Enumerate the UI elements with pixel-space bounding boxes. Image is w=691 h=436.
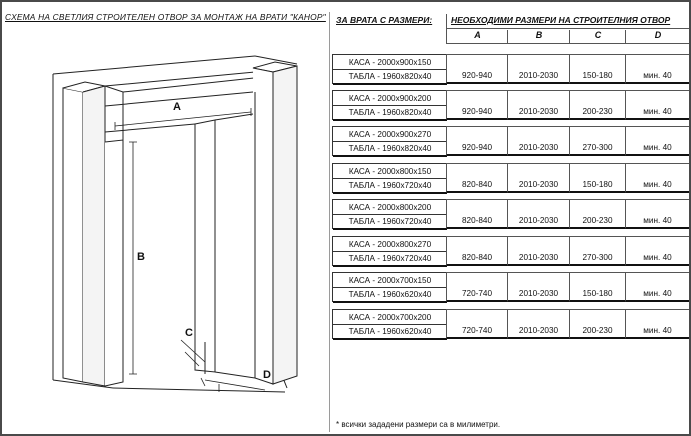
door-opening-diagram (5, 12, 329, 432)
footnote: * всички зададени размери са в милиметри. (336, 420, 501, 429)
cell-value-a: 820-840 (461, 180, 493, 189)
cell-value-c: 270-300 (582, 143, 613, 152)
table-row (332, 272, 689, 302)
cell-value-d: мин. 40 (643, 289, 672, 298)
cell-d (625, 163, 689, 193)
cell-value-d: мин. 40 (643, 107, 672, 116)
cell-c (569, 236, 625, 266)
frame-size: КАСА - 2000х800х150 (333, 164, 447, 179)
cell-value-c: 270-300 (582, 253, 613, 262)
table-row (332, 199, 689, 229)
cell-value-c: 200-230 (582, 216, 613, 225)
dimension-a-label: A (173, 101, 181, 113)
door-size-header: ЗА ВРАТА С РАЗМЕРИ: (336, 15, 433, 25)
cell-value-b: 2010-2030 (518, 180, 559, 189)
cell-value-b: 2010-2030 (518, 143, 559, 152)
cell-value-c: 200-230 (582, 326, 613, 335)
door-spec (332, 163, 446, 193)
cell-c (569, 126, 625, 156)
door-spec (332, 309, 446, 339)
frame-size: КАСА - 2000х700х200 (333, 310, 447, 325)
document-frame (2, 2, 689, 434)
table-row (332, 163, 689, 193)
panel-size: ТАБЛА - 1960х820х40 (333, 70, 447, 85)
header-line-bottom (446, 43, 689, 44)
opening-size-header: НЕОБХОДИМИ РАЗМЕРИ НА СТРОИТЕЛНИЯ ОТВОР (451, 15, 671, 25)
table-row (332, 236, 689, 266)
frame-size: КАСА - 2000х700х150 (333, 273, 447, 288)
cell-a (446, 199, 507, 229)
cell-value-c: 150-180 (582, 289, 613, 298)
table-row (332, 126, 689, 156)
cell-c (569, 90, 625, 120)
cell-value-a: 820-840 (461, 253, 493, 262)
cell-value-a: 920-940 (461, 71, 493, 80)
cell-value-b: 2010-2030 (518, 253, 559, 262)
diagram-title: СХЕМА НА СВЕТЛИЯ СТРОИТЕЛЕН ОТВОР ЗА МОНТАЖ НА ВРАТИ "КАНОР" (5, 12, 326, 22)
cell-d (625, 236, 689, 266)
cell-d (625, 272, 689, 302)
cell-d (625, 126, 689, 156)
cell-value-d: мин. 40 (643, 216, 672, 225)
panel-size: ТАБЛА - 1960х620х40 (333, 288, 447, 303)
door-spec (332, 54, 446, 84)
cell-a (446, 126, 507, 156)
frame-size: КАСА - 2000х900х150 (333, 55, 447, 70)
cell-d (625, 309, 689, 339)
dimension-c-label: C (185, 327, 193, 339)
dimension-d-label: D (263, 369, 271, 381)
cell-value-c: 200-230 (582, 107, 613, 116)
cell-value-c: 150-180 (582, 180, 613, 189)
cell-a (446, 309, 507, 339)
cell-b (507, 272, 569, 302)
column-header-c: C (569, 30, 626, 43)
cell-value-c: 150-180 (582, 71, 613, 80)
panel-size: ТАБЛА - 1960х720х40 (333, 215, 447, 230)
cell-a (446, 272, 507, 302)
cell-b (507, 309, 569, 339)
cell-a (446, 54, 507, 84)
column-header-b: B (507, 30, 570, 43)
frame-size: КАСА - 2000х800х270 (333, 237, 447, 252)
cell-value-b: 2010-2030 (518, 71, 559, 80)
cell-value-a: 820-840 (461, 216, 493, 225)
cell-value-a: 920-940 (461, 107, 493, 116)
door-spec (332, 199, 446, 229)
door-spec (332, 236, 446, 266)
panel-size: ТАБЛА - 1960х820х40 (333, 142, 447, 157)
cell-d (625, 54, 689, 84)
cell-value-d: мин. 40 (643, 143, 672, 152)
frame-size: КАСА - 2000х800х200 (333, 200, 447, 215)
panel-size: ТАБЛА - 1960х720х40 (333, 179, 447, 194)
door-spec (332, 272, 446, 302)
column-header-d: D (625, 30, 690, 43)
cell-value-b: 2010-2030 (518, 216, 559, 225)
cell-b (507, 90, 569, 120)
cell-a (446, 90, 507, 120)
cell-value-b: 2010-2030 (518, 326, 559, 335)
header-line-top (446, 28, 689, 29)
door-spec (332, 126, 446, 156)
panel-size: ТАБЛА - 1960х720х40 (333, 252, 447, 267)
frame-size: КАСА - 2000х900х270 (333, 127, 447, 142)
cell-a (446, 163, 507, 193)
cell-value-b: 2010-2030 (518, 289, 559, 298)
cell-value-d: мин. 40 (643, 326, 672, 335)
cell-value-d: мин. 40 (643, 180, 672, 189)
cell-c (569, 54, 625, 84)
dimension-b-label: B (137, 251, 145, 263)
cell-value-a: 720-740 (461, 289, 493, 298)
cell-d (625, 90, 689, 120)
cell-b (507, 163, 569, 193)
cell-c (569, 163, 625, 193)
cell-value-a: 720-740 (461, 326, 493, 335)
panel-size: ТАБЛА - 1960х620х40 (333, 325, 447, 340)
table-row (332, 90, 689, 120)
cell-c (569, 199, 625, 229)
column-header-a: A (446, 30, 508, 43)
cell-value-d: мин. 40 (643, 71, 672, 80)
cell-a (446, 236, 507, 266)
cell-c (569, 309, 625, 339)
cell-b (507, 54, 569, 84)
cell-d (625, 199, 689, 229)
table-row (332, 54, 689, 84)
cell-b (507, 236, 569, 266)
cell-value-b: 2010-2030 (518, 107, 559, 116)
cell-value-d: мин. 40 (643, 253, 672, 262)
cell-value-a: 920-940 (461, 143, 493, 152)
cell-b (507, 126, 569, 156)
table-row (332, 309, 689, 339)
diagram-panel (5, 12, 330, 432)
panel-size: ТАБЛА - 1960х820х40 (333, 106, 447, 121)
door-spec (332, 90, 446, 120)
cell-b (507, 199, 569, 229)
frame-size: КАСА - 2000х900х200 (333, 91, 447, 106)
cell-c (569, 272, 625, 302)
